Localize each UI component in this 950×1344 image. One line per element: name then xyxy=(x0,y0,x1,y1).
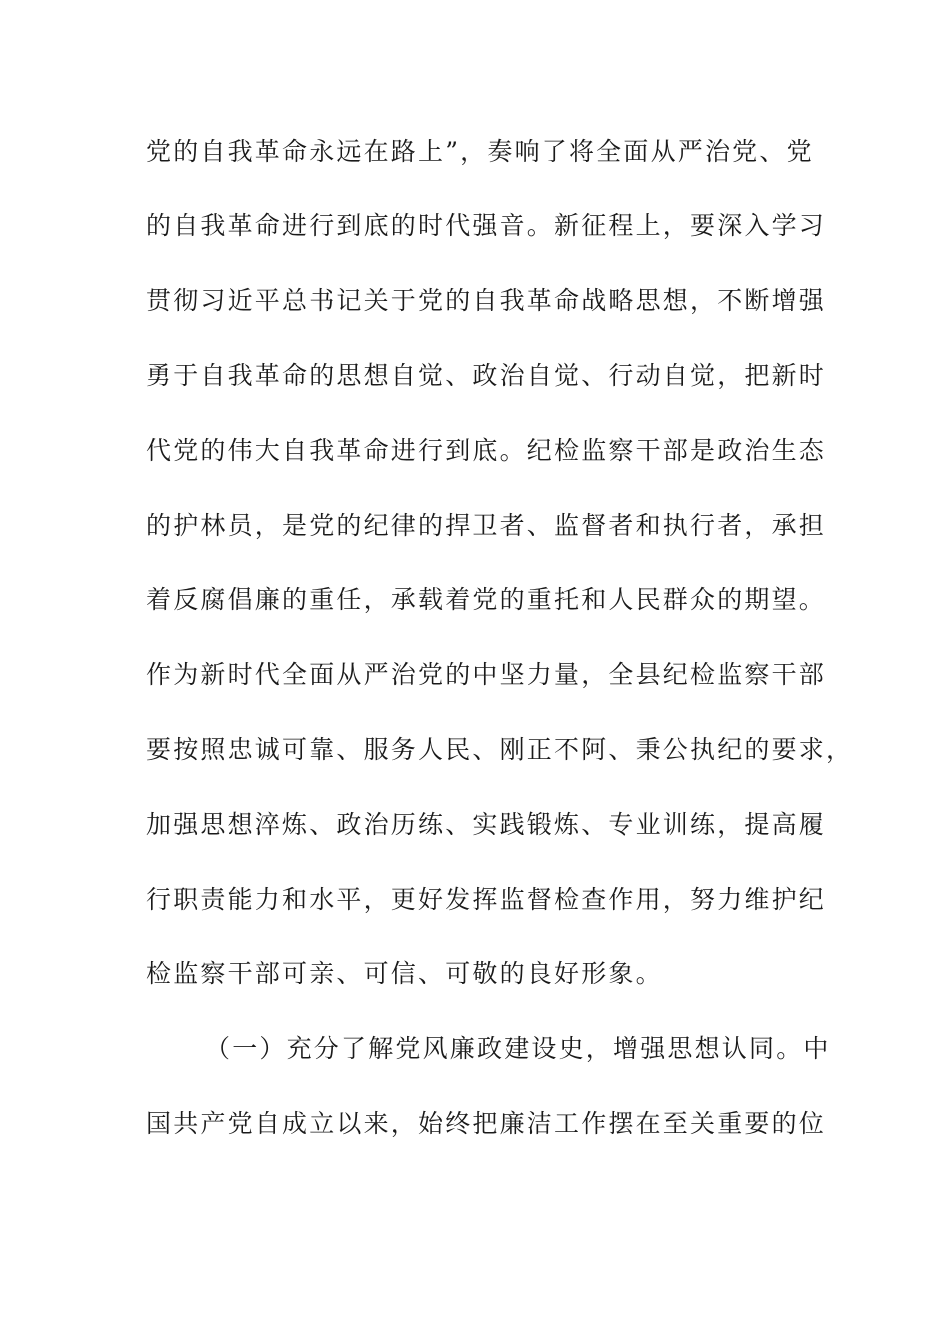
body-text-line: 的自我革命进行到底的时代强音。新征程上，要深入学习 xyxy=(146,211,827,240)
body-text-line: 党的自我革命永远在路上”，奏响了将全面从严治党、党 xyxy=(146,137,814,166)
body-text-line: 贯彻习近平总书记关于党的自我革命战略思想，不断增强 xyxy=(146,286,827,315)
body-text-line: 要按照忠诚可靠、服务人民、刚正不阿、秉公执纪的要求， xyxy=(146,735,854,764)
body-text-line: 加强思想淬炼、政治历练、实践锻炼、专业训练，提高履 xyxy=(146,810,827,839)
body-text-line: 行职责能力和水平，更好发挥监督检查作用，努力维护纪 xyxy=(146,885,827,914)
body-text-line: 检监察干部可亲、可信、可敬的良好形象。 xyxy=(146,959,663,988)
body-text-line: 着反腐倡廉的重任，承载着党的重托和人民群众的期望。 xyxy=(146,585,827,614)
body-text-line: 国共产党自成立以来，始终把廉洁工作摆在至关重要的位 xyxy=(146,1109,827,1138)
body-text-line: 勇于自我革命的思想自觉、政治自觉、行动自觉，把新时 xyxy=(146,361,827,390)
body-text-line: 的护林员，是党的纪律的捍卫者、监督者和执行者，承担 xyxy=(146,511,827,540)
body-text-line: 代党的伟大自我革命进行到底。纪检监察干部是政治生态 xyxy=(146,436,827,465)
body-text-line: 作为新时代全面从严治党的中坚力量，全县纪检监察干部 xyxy=(146,660,827,689)
section-heading-line: （一）充分了解党风廉政建设史，增强思想认同。中 xyxy=(205,1034,831,1063)
